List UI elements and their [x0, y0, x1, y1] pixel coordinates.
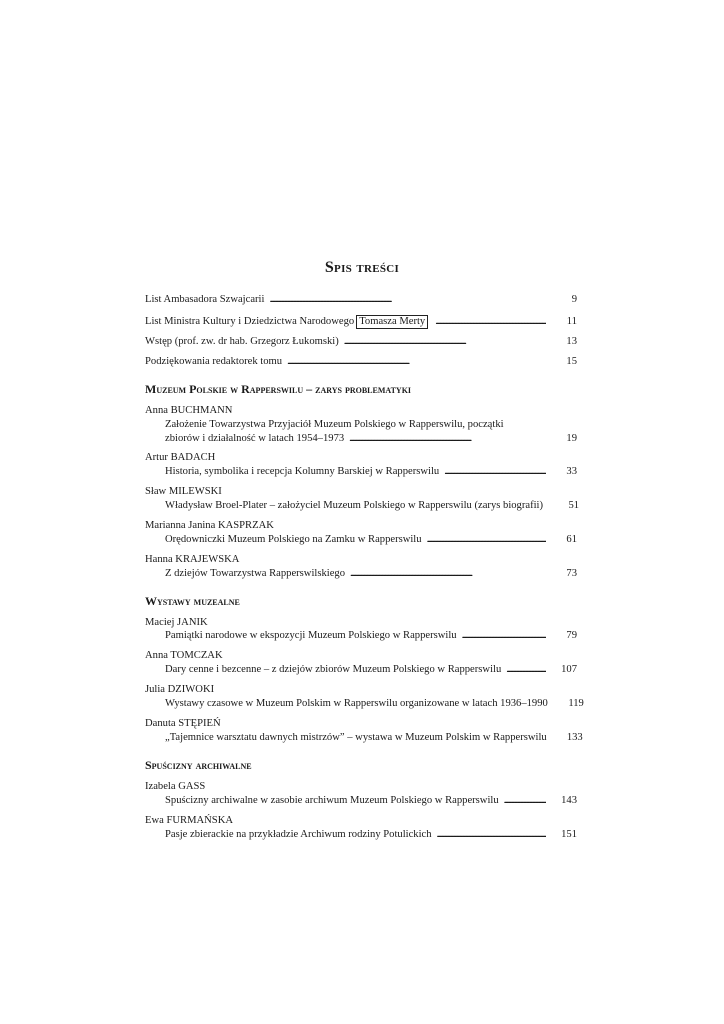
toc-entry: [165, 663, 577, 677]
toc-page-number: 61: [566, 534, 577, 545]
toc-page-number: 51: [568, 500, 580, 511]
leader-dots: [444, 465, 546, 479]
toc-entry: [165, 629, 577, 643]
highlighted-name-box: Tomasza Merty: [356, 315, 428, 329]
toc-entry: [165, 828, 577, 842]
leader-dots: [350, 567, 546, 581]
leader-dots: [462, 629, 546, 643]
toc-entry: [165, 697, 584, 711]
leader-dots: [287, 355, 546, 369]
leader-dots: [506, 663, 546, 677]
toc-entry: [145, 355, 577, 369]
toc-page-number: 11: [566, 316, 577, 327]
toc-entry-title: zbiorów i działalność w latach 1954–1973: [165, 433, 345, 444]
leader-dots: [435, 315, 546, 329]
toc-page-number: 119: [568, 698, 584, 709]
toc-page-number: 133: [566, 732, 583, 743]
section-heading: Muzeum Polskie w Rapperswilu – zarys problematyki: [145, 382, 412, 396]
toc-entry: [145, 335, 577, 349]
toc-page-number: 15: [566, 356, 577, 367]
section-heading: Wystawy muzealne: [145, 594, 240, 608]
entry-author: Artur BADACH: [145, 452, 216, 463]
toc-entry-title: Pasje zbierackie na przykładzie Archiwum rodziny Potulickich: [165, 829, 432, 840]
toc-entry-title: Wstęp (prof. zw. dr hab. Grzegorz Łukomski): [145, 336, 339, 347]
entry-author: Maciej JANIK: [145, 617, 208, 628]
section-heading: Spuścizny archiwalne: [145, 758, 252, 772]
toc-entry-title: Orędowniczki Muzeum Polskiego na Zamku w Rapperswilu: [165, 534, 422, 545]
toc-page-number: 79: [566, 630, 577, 641]
toc-entry-title: „Tajemnice warsztatu dawnych mistrzów” – wystawa w Muzeum Polskim w Rapperswilu: [165, 732, 547, 743]
toc-entry-title: Pamiątki narodowe w ekspozycji Muzeum Polskiego w Rapperswilu: [165, 630, 457, 641]
entry-author: Ewa FURMAŃSKA: [145, 815, 233, 826]
toc-entry-title: Spuścizny archiwalne w zasobie archiwum Muzeum Polskiego w Rapperswilu: [165, 795, 499, 806]
toc-entry-title: List Ministra Kultury i Dziedzictwa Narodowego: [145, 316, 355, 327]
toc-page-number: 9: [571, 294, 577, 305]
entry-author: Marianna Janina KASPRZAK: [145, 520, 274, 531]
entry-author: Anna TOMCZAK: [145, 650, 223, 661]
toc-entry: [165, 499, 580, 513]
toc-entry: [165, 731, 583, 745]
toc-entry: [165, 794, 577, 808]
leader-dots: [437, 828, 546, 842]
toc-entry-title: Podziękowania redaktorek tomu: [145, 356, 283, 367]
toc-page-number: 143: [561, 795, 577, 806]
toc-entry-title: Z dziejów Towarzystwa Rapperswilskiego: [165, 568, 345, 579]
toc-entry: [145, 315, 577, 329]
toc-page-number: 151: [561, 829, 577, 840]
entry-author: Sław MILEWSKI: [145, 486, 222, 497]
entry-author: Hanna KRAJEWSKA: [145, 554, 240, 565]
leader-dots: [504, 794, 546, 808]
toc-entry: [165, 465, 577, 479]
toc-entry-title: Dary cenne i bezcenne – z dziejów zbiorów Muzeum Polskiego w Rapperswilu: [165, 664, 502, 675]
entry-author: Izabela GASS: [145, 781, 206, 792]
page-title: Spis treści: [324, 259, 400, 276]
toc-entry: [165, 533, 577, 547]
toc-entry-title: Wystawy czasowe w Muzeum Polskim w Rapperswilu organizowane w latach 1936–1990: [165, 698, 548, 709]
toc-page-number: 33: [566, 466, 577, 477]
toc-entry: [145, 293, 577, 307]
toc-page-number: 73: [566, 568, 577, 579]
toc-page-number: 19: [566, 433, 577, 444]
toc-entry-title: Władysław Broel-Plater – założyciel Muzeum Polskiego w Rapperswilu (zarys biografii): [165, 500, 544, 511]
entry-author: Julia DZIWOKI: [145, 684, 215, 695]
toc-entry: [165, 432, 577, 446]
entry-author: Anna BUCHMANN: [145, 405, 233, 416]
toc-entry: [165, 567, 577, 581]
entry-title-line: Założenie Towarzystwa Przyjaciół Muzeum Polskiego w Rapperswilu, początki: [165, 419, 504, 430]
leader-dots: [269, 293, 546, 307]
toc-entry-title: List Ambasadora Szwajcarii: [145, 294, 265, 305]
toc-entry-title: Historia, symbolika i recepcja Kolumny Barskiej w Rapperswilu: [165, 466, 440, 477]
entry-author: Danuta STĘPIEŃ: [145, 718, 221, 729]
toc-page-number: 13: [566, 336, 577, 347]
leader-dots: [349, 432, 546, 446]
toc-page-number: 107: [561, 664, 577, 675]
leader-dots: [427, 533, 546, 547]
leader-dots: [344, 335, 546, 349]
